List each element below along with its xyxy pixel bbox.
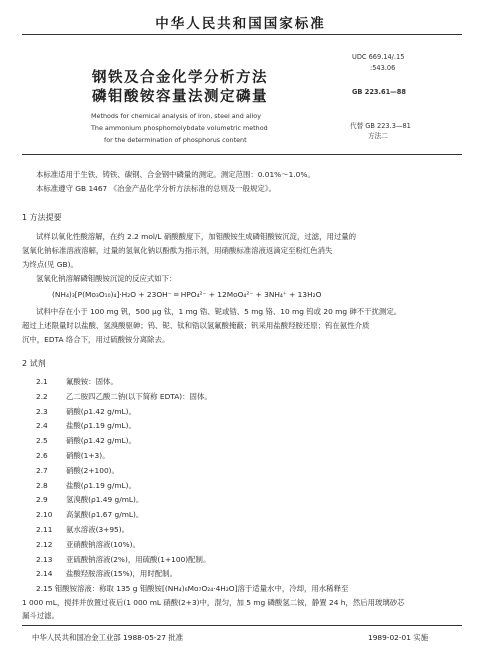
reagent-item bbox=[36, 420, 136, 431]
summary-line-2: 氢氧化钠标准溶液溶解，过量的氢氧化钠以酚酞为指示剂，用硝酸标准溶液返滴定至粉红色消失 bbox=[22, 246, 333, 255]
reagent-number: 2.3 bbox=[36, 406, 48, 416]
reagent-item bbox=[36, 539, 140, 550]
reagent-item bbox=[36, 494, 143, 505]
english-title-3: for the determination of phosphorus content bbox=[104, 136, 247, 144]
reagent-number: 2.7 bbox=[36, 465, 48, 475]
interference-line-1: 试料中存在小于 100 mg 钒，500 μg 钛，1 mg 锆、铌或锆、5 mg 铬、10 mg 钨或 20 mg 砷不干扰测定。 bbox=[36, 307, 402, 316]
reaction-equation: (NH₄)₃[P(Mo₃O₁₀)₄]·H₂O + 23OH⁻ ═ HPO₄²⁻ + 12MoO₄²⁻ + 3NH₄⁺ + 13H₂O bbox=[52, 290, 322, 299]
reagent-number: 2.5 bbox=[36, 436, 48, 446]
title-line-2: 磷钼酸铵容量法测定磷量 bbox=[92, 89, 268, 105]
reagent-text: 氟酸铵：固体。 bbox=[66, 377, 118, 386]
reagent-item bbox=[36, 376, 118, 387]
title-line-1: 钢铁及合金化学分析方法 bbox=[92, 70, 268, 86]
reagent-2-15-line-1: 2.15 钼酸铵溶液：称取 135 g 钼酸铵[(NH₄)₆Mo₇O₂₄·4H₂O]溶于适量水中，冷却，用水稀释至 bbox=[36, 584, 349, 593]
reagent-item bbox=[36, 465, 119, 476]
reagent-text: 亚硫酸钠溶液(2%)，用硫酸(1+100)配制。 bbox=[66, 554, 211, 564]
reagent-text: 硝酸(ρ1.42 g/mL)。 bbox=[66, 406, 136, 416]
reagent-number: 2.12 bbox=[36, 539, 53, 549]
reagent-number: 2.4 bbox=[36, 421, 48, 431]
summary-line-1: 试样以氧化性酸溶解，在约 2.2 mol/L 硝酸酸度下，加钼酸铵生成磷钼酸铵沉淀，过滤，用过量的 bbox=[36, 232, 357, 241]
footer-rule bbox=[22, 625, 462, 626]
header-rule bbox=[22, 34, 462, 35]
reagent-text: 高氯酸(ρ1.67 g/mL)。 bbox=[66, 510, 144, 520]
summary-line-3: 为终点(见 GB)。 bbox=[22, 260, 78, 269]
standard-header: 中华人民共和国国家标准 bbox=[155, 16, 326, 32]
reagent-item bbox=[36, 568, 177, 579]
interference-line-2: 超过上述限量时以盐酸、氢溴酸驱砷；钨、铌、钛和锆以氢氟酸掩蔽；钒采用盐酸羟胺还原；钨在氨性介质 bbox=[22, 321, 370, 330]
reaction-intro: 氢氧化钠溶解磷钼酸铵沉淀的反应式如下： bbox=[36, 274, 177, 283]
replaces-note: 代替 GB 223.3—81 bbox=[350, 122, 411, 130]
standard-number: GB 223.61—88 bbox=[352, 88, 406, 96]
intro-line-2: 本标准遵守 GB 1467 《冶金产品化学分析方法标准的总则及一般规定》。 bbox=[36, 184, 276, 193]
reagent-number: 2.14 bbox=[36, 569, 53, 579]
english-title-1: Methods for chemical analysis of iron, steel and alloy bbox=[91, 112, 261, 120]
reagent-number: 2.2 bbox=[36, 391, 48, 401]
reagent-item bbox=[36, 391, 212, 402]
reagent-item bbox=[36, 509, 143, 520]
approval-info: 中华人民共和国冶金工业部 1988-05-27 批准 bbox=[32, 633, 184, 642]
reagent-2-15-line-2: 1 000 mL，搅拌并放置过夜后(1 000 mL 硝酸(2+3)中，混匀，加 5 mg 磷酸氢二铵，静置 24 h，然后用玻璃砂芯 bbox=[22, 598, 405, 607]
reagent-item bbox=[36, 524, 129, 535]
udc-code-2: :543.06 bbox=[370, 64, 396, 72]
reagent-number: 2.9 bbox=[36, 495, 48, 505]
reagent-item bbox=[36, 406, 136, 417]
reagent-number: 2.11 bbox=[36, 525, 53, 534]
effective-date: 1989-02-01 实施 bbox=[368, 633, 429, 642]
reagent-text: 硝酸(2+100)。 bbox=[66, 465, 119, 475]
reagent-text: 盐酸(ρ1.19 g/mL)。 bbox=[66, 480, 136, 490]
reagent-number: 2.10 bbox=[36, 510, 53, 520]
reagent-number: 2.8 bbox=[36, 480, 48, 490]
reagent-text: 盐酸(ρ1.19 g/mL)。 bbox=[66, 421, 136, 431]
english-title-2: The ammonium phosphomolybdate volumetric method bbox=[91, 124, 268, 132]
title-rule bbox=[22, 154, 462, 155]
reagent-text: 氨水溶液(3+95)。 bbox=[66, 525, 130, 534]
reagent-text: 硝酸(ρ1.42 g/mL)。 bbox=[66, 436, 136, 446]
reagent-2-15-line-3: 漏斗过滤。 bbox=[22, 611, 59, 620]
intro-line-1: 本标准适用于生铁、铸铁、碳钢、合金钢中磷量的测定。测定范围：0.01%～1.0%。 bbox=[36, 170, 315, 179]
reagent-text: 乙二胺四乙酸二钠(以下简称 EDTA)：固体。 bbox=[66, 391, 212, 401]
section-1-title: 1 方法提要 bbox=[22, 213, 62, 222]
udc-code: UDC 669.14/.15 bbox=[352, 53, 405, 61]
reagent-number: 2.1 bbox=[36, 377, 48, 386]
reagent-item bbox=[36, 450, 110, 461]
reagent-item bbox=[36, 480, 136, 491]
reagent-text: 盐酸羟胺溶液(15%)，用时配制。 bbox=[66, 569, 177, 579]
reagent-text: 硝酸(1+3)。 bbox=[66, 451, 110, 460]
section-2-title: 2 试剂 bbox=[22, 359, 46, 368]
method-label: 方法二 bbox=[368, 132, 388, 140]
reagent-text: 氢溴酸(ρ1.49 g/mL)。 bbox=[66, 495, 144, 505]
reagent-text: 亚硝酸钠溶液(10%)。 bbox=[66, 539, 140, 549]
reagent-number: 2.6 bbox=[36, 451, 48, 460]
reagent-item bbox=[36, 554, 210, 565]
reagent-number: 2.13 bbox=[36, 554, 53, 564]
reagent-item bbox=[36, 435, 136, 446]
interference-line-3: 沉中，EDTA 络合下，用过硫酸铵分离除去。 bbox=[22, 335, 170, 344]
